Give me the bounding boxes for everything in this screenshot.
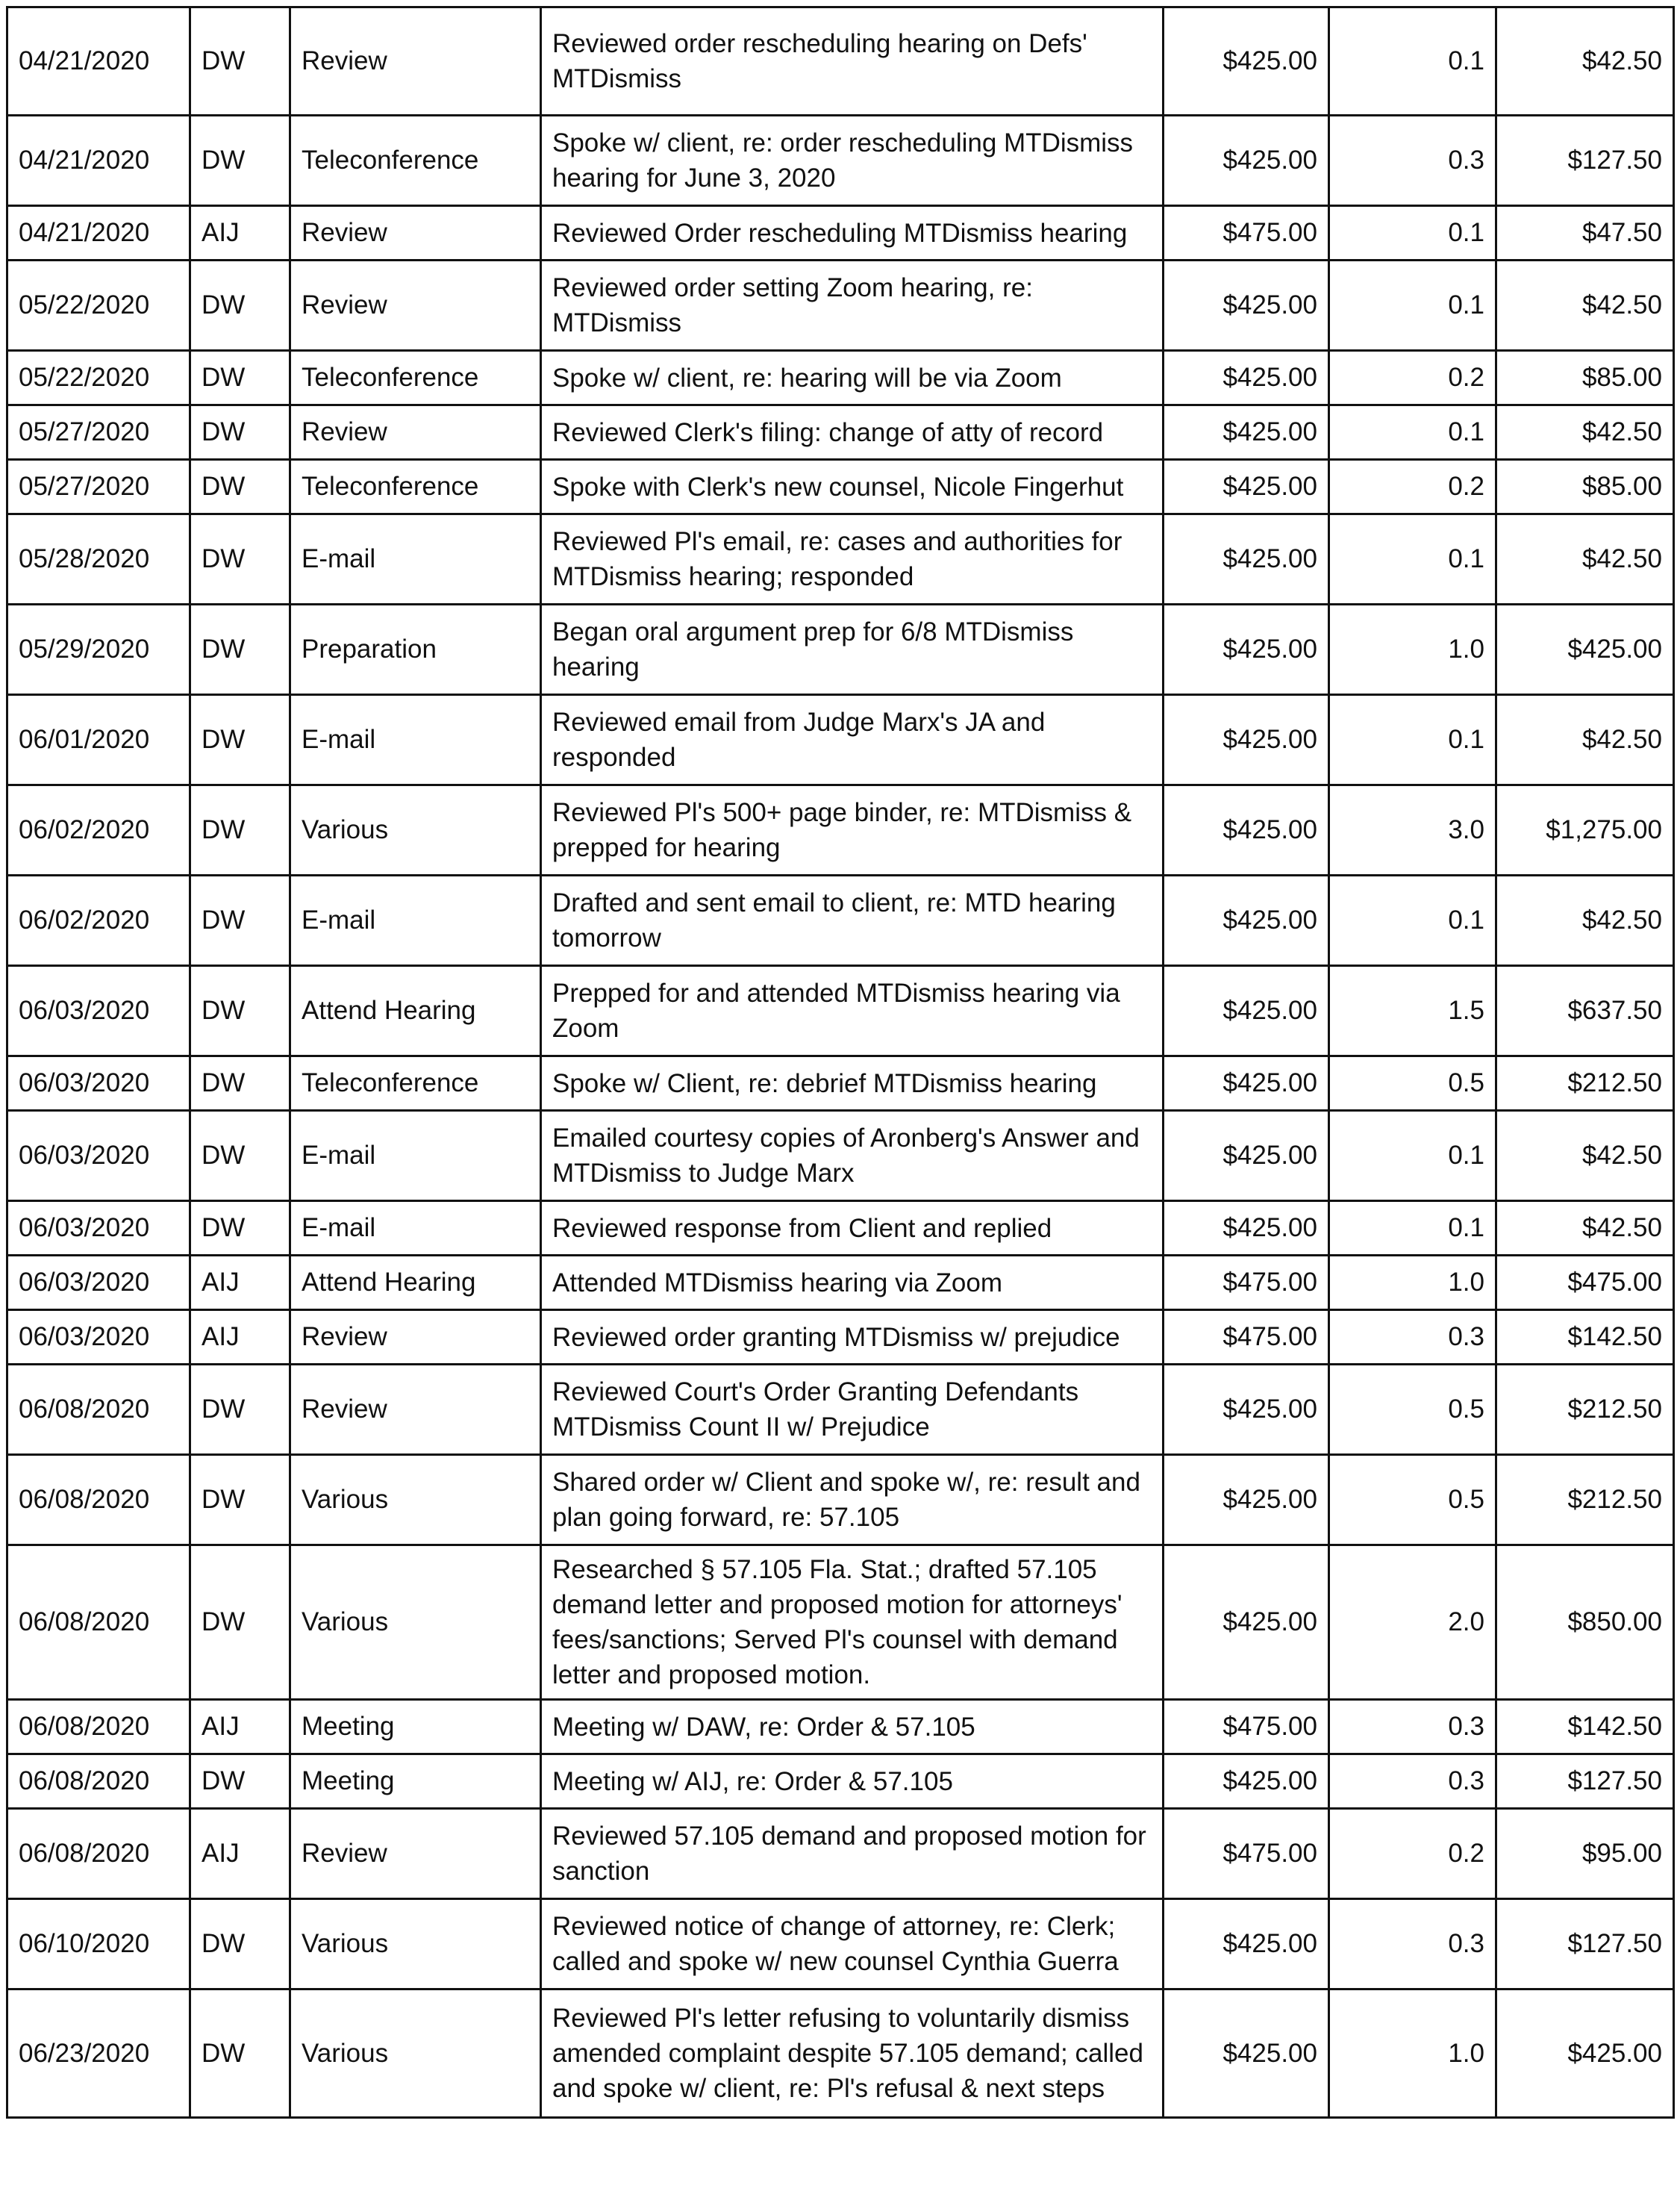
cell-hours: 0.1 (1329, 405, 1496, 460)
cell-description: Emailed courtesy copies of Aronberg's Answer and MTDismiss to Judge Marx (541, 1111, 1164, 1201)
cell-description: Reviewed email from Judge Marx's JA and responded (541, 695, 1164, 785)
cell-amount: $425.00 (1496, 605, 1674, 695)
cell-entry-type: E-mail (290, 1201, 541, 1256)
table-row (7, 605, 1674, 695)
table-row (7, 1201, 1674, 1256)
cell-hours: 1.5 (1329, 966, 1496, 1056)
table-row (7, 1256, 1674, 1310)
cell-date: 06/08/2020 (7, 1545, 190, 1700)
cell-rate: $425.00 (1164, 1056, 1329, 1111)
cell-attorney: DW (190, 1455, 290, 1545)
billing-table (6, 6, 1675, 2119)
cell-amount: $47.50 (1496, 206, 1674, 261)
cell-description: Drafted and sent email to client, re: MTD hearing tomorrow (541, 876, 1164, 966)
cell-rate: $475.00 (1164, 206, 1329, 261)
cell-rate: $475.00 (1164, 1256, 1329, 1310)
cell-amount: $85.00 (1496, 351, 1674, 405)
cell-hours: 0.1 (1329, 261, 1496, 351)
cell-entry-type: Various (290, 1545, 541, 1700)
cell-date: 06/03/2020 (7, 1310, 190, 1365)
table-row (7, 1365, 1674, 1455)
cell-description: Reviewed order rescheduling hearing on Defs' MTDismiss (541, 7, 1164, 116)
cell-hours: 0.1 (1329, 876, 1496, 966)
cell-date: 06/08/2020 (7, 1365, 190, 1455)
cell-description: Attended MTDismiss hearing via Zoom (541, 1256, 1164, 1310)
cell-entry-type: Various (290, 1455, 541, 1545)
cell-date: 06/03/2020 (7, 1256, 190, 1310)
table-row (7, 116, 1674, 206)
cell-description: Reviewed notice of change of attorney, re: Clerk; called and spoke w/ new counsel Cynthia Guerra (541, 1899, 1164, 1989)
table-row (7, 876, 1674, 966)
cell-attorney: AIJ (190, 1310, 290, 1365)
cell-rate: $425.00 (1164, 116, 1329, 206)
cell-entry-type: Teleconference (290, 116, 541, 206)
cell-rate: $425.00 (1164, 460, 1329, 514)
cell-amount: $85.00 (1496, 460, 1674, 514)
cell-rate: $425.00 (1164, 1111, 1329, 1201)
cell-amount: $42.50 (1496, 695, 1674, 785)
cell-date: 06/23/2020 (7, 1989, 190, 2118)
cell-rate: $425.00 (1164, 351, 1329, 405)
cell-entry-type: Review (290, 1365, 541, 1455)
cell-date: 05/22/2020 (7, 351, 190, 405)
cell-attorney: AIJ (190, 1256, 290, 1310)
table-row (7, 514, 1674, 605)
cell-attorney: DW (190, 1545, 290, 1700)
cell-amount: $425.00 (1496, 1989, 1674, 2118)
billing-table-body (7, 7, 1674, 2118)
cell-hours: 0.5 (1329, 1365, 1496, 1455)
cell-rate: $425.00 (1164, 966, 1329, 1056)
cell-amount: $42.50 (1496, 876, 1674, 966)
cell-description: Reviewed Pl's email, re: cases and authorities for MTDismiss hearing; responded (541, 514, 1164, 605)
cell-amount: $212.50 (1496, 1455, 1674, 1545)
cell-hours: 0.1 (1329, 1201, 1496, 1256)
cell-hours: 0.1 (1329, 7, 1496, 116)
table-row (7, 1545, 1674, 1700)
cell-date: 06/03/2020 (7, 1201, 190, 1256)
cell-description: Spoke w/ Client, re: debrief MTDismiss hearing (541, 1056, 1164, 1111)
table-row (7, 1700, 1674, 1754)
cell-hours: 0.1 (1329, 1111, 1496, 1201)
cell-rate: $475.00 (1164, 1700, 1329, 1754)
cell-date: 06/08/2020 (7, 1455, 190, 1545)
cell-attorney: DW (190, 116, 290, 206)
cell-description: Reviewed Pl's letter refusing to voluntarily dismiss amended complaint despite 57.105 demand; called and spoke w/ client, re: Pl's refusal & next steps (541, 1989, 1164, 2118)
cell-hours: 0.5 (1329, 1056, 1496, 1111)
table-row (7, 460, 1674, 514)
cell-hours: 1.0 (1329, 1989, 1496, 2118)
cell-rate: $425.00 (1164, 1201, 1329, 1256)
cell-hours: 0.1 (1329, 514, 1496, 605)
cell-rate: $425.00 (1164, 261, 1329, 351)
cell-date: 06/03/2020 (7, 966, 190, 1056)
cell-entry-type: Review (290, 206, 541, 261)
table-row (7, 1111, 1674, 1201)
cell-amount: $42.50 (1496, 405, 1674, 460)
cell-date: 06/08/2020 (7, 1809, 190, 1899)
cell-entry-type: E-mail (290, 876, 541, 966)
cell-description: Reviewed Clerk's filing: change of atty of record (541, 405, 1164, 460)
cell-attorney: DW (190, 605, 290, 695)
cell-date: 04/21/2020 (7, 206, 190, 261)
cell-rate: $475.00 (1164, 1310, 1329, 1365)
cell-hours: 0.2 (1329, 351, 1496, 405)
cell-date: 06/02/2020 (7, 876, 190, 966)
cell-rate: $425.00 (1164, 1365, 1329, 1455)
table-row (7, 1754, 1674, 1809)
cell-date: 04/21/2020 (7, 7, 190, 116)
cell-entry-type: Teleconference (290, 460, 541, 514)
cell-entry-type: Meeting (290, 1700, 541, 1754)
table-row (7, 261, 1674, 351)
cell-rate: $425.00 (1164, 876, 1329, 966)
cell-hours: 0.3 (1329, 1310, 1496, 1365)
cell-date: 06/08/2020 (7, 1700, 190, 1754)
cell-hours: 0.1 (1329, 206, 1496, 261)
cell-hours: 1.0 (1329, 605, 1496, 695)
cell-attorney: DW (190, 7, 290, 116)
cell-hours: 0.2 (1329, 460, 1496, 514)
cell-rate: $425.00 (1164, 1545, 1329, 1700)
cell-amount: $42.50 (1496, 514, 1674, 605)
cell-rate: $425.00 (1164, 514, 1329, 605)
cell-amount: $95.00 (1496, 1809, 1674, 1899)
cell-attorney: DW (190, 695, 290, 785)
cell-date: 04/21/2020 (7, 116, 190, 206)
cell-entry-type: Meeting (290, 1754, 541, 1809)
cell-entry-type: E-mail (290, 514, 541, 605)
cell-date: 06/10/2020 (7, 1899, 190, 1989)
cell-entry-type: E-mail (290, 695, 541, 785)
table-row (7, 966, 1674, 1056)
cell-amount: $142.50 (1496, 1310, 1674, 1365)
cell-description: Spoke w/ client, re: hearing will be via Zoom (541, 351, 1164, 405)
cell-hours: 0.3 (1329, 1899, 1496, 1989)
table-row (7, 1455, 1674, 1545)
cell-attorney: DW (190, 405, 290, 460)
cell-entry-type: Review (290, 1310, 541, 1365)
cell-entry-type: Review (290, 261, 541, 351)
table-row (7, 785, 1674, 876)
cell-amount: $1,275.00 (1496, 785, 1674, 876)
table-row (7, 1310, 1674, 1365)
cell-hours: 0.1 (1329, 695, 1496, 785)
cell-attorney: DW (190, 351, 290, 405)
cell-entry-type: Review (290, 1809, 541, 1899)
cell-rate: $425.00 (1164, 605, 1329, 695)
cell-hours: 0.3 (1329, 116, 1496, 206)
cell-amount: $42.50 (1496, 1201, 1674, 1256)
cell-entry-type: E-mail (290, 1111, 541, 1201)
cell-entry-type: Teleconference (290, 1056, 541, 1111)
cell-attorney: DW (190, 1201, 290, 1256)
cell-description: Spoke w/ client, re: order rescheduling MTDismiss hearing for June 3, 2020 (541, 116, 1164, 206)
cell-attorney: DW (190, 1754, 290, 1809)
cell-rate: $425.00 (1164, 1455, 1329, 1545)
table-row (7, 405, 1674, 460)
cell-entry-type: Attend Hearing (290, 966, 541, 1056)
cell-amount: $127.50 (1496, 116, 1674, 206)
cell-date: 05/28/2020 (7, 514, 190, 605)
cell-date: 05/27/2020 (7, 405, 190, 460)
cell-description: Began oral argument prep for 6/8 MTDismiss hearing (541, 605, 1164, 695)
cell-date: 06/03/2020 (7, 1111, 190, 1201)
cell-hours: 3.0 (1329, 785, 1496, 876)
cell-date: 05/22/2020 (7, 261, 190, 351)
table-row (7, 206, 1674, 261)
cell-attorney: AIJ (190, 1809, 290, 1899)
cell-rate: $425.00 (1164, 1989, 1329, 2118)
cell-hours: 0.3 (1329, 1754, 1496, 1809)
cell-description: Prepped for and attended MTDismiss hearing via Zoom (541, 966, 1164, 1056)
cell-hours: 0.5 (1329, 1455, 1496, 1545)
cell-hours: 2.0 (1329, 1545, 1496, 1700)
cell-rate: $425.00 (1164, 1754, 1329, 1809)
cell-amount: $212.50 (1496, 1056, 1674, 1111)
table-row (7, 351, 1674, 405)
cell-description: Reviewed Pl's 500+ page binder, re: MTDismiss & prepped for hearing (541, 785, 1164, 876)
cell-entry-type: Various (290, 1899, 541, 1989)
table-row (7, 695, 1674, 785)
cell-rate: $425.00 (1164, 1899, 1329, 1989)
cell-rate: $425.00 (1164, 785, 1329, 876)
cell-date: 05/29/2020 (7, 605, 190, 695)
cell-entry-type: Various (290, 1989, 541, 2118)
cell-amount: $127.50 (1496, 1754, 1674, 1809)
cell-amount: $850.00 (1496, 1545, 1674, 1700)
cell-entry-type: Preparation (290, 605, 541, 695)
cell-entry-type: Attend Hearing (290, 1256, 541, 1310)
cell-attorney: AIJ (190, 1700, 290, 1754)
table-row (7, 1899, 1674, 1989)
cell-amount: $637.50 (1496, 966, 1674, 1056)
cell-attorney: DW (190, 966, 290, 1056)
cell-attorney: DW (190, 514, 290, 605)
cell-amount: $42.50 (1496, 261, 1674, 351)
cell-attorney: DW (190, 785, 290, 876)
cell-entry-type: Teleconference (290, 351, 541, 405)
cell-hours: 0.2 (1329, 1809, 1496, 1899)
cell-attorney: DW (190, 1365, 290, 1455)
cell-attorney: DW (190, 460, 290, 514)
cell-rate: $475.00 (1164, 1809, 1329, 1899)
cell-date: 05/27/2020 (7, 460, 190, 514)
table-row (7, 1989, 1674, 2118)
cell-amount: $212.50 (1496, 1365, 1674, 1455)
cell-attorney: DW (190, 261, 290, 351)
cell-amount: $42.50 (1496, 1111, 1674, 1201)
cell-entry-type: Review (290, 405, 541, 460)
cell-rate: $425.00 (1164, 7, 1329, 116)
cell-amount: $475.00 (1496, 1256, 1674, 1310)
cell-description: Researched § 57.105 Fla. Stat.; drafted 57.105 demand letter and proposed motion for attorneys' fees/sanctions; Served Pl's counsel with demand letter and proposed motion. (541, 1545, 1164, 1700)
cell-description: Shared order w/ Client and spoke w/, re: result and plan going forward, re: 57.105 (541, 1455, 1164, 1545)
cell-description: Spoke with Clerk's new counsel, Nicole Fingerhut (541, 460, 1164, 514)
cell-description: Meeting w/ DAW, re: Order & 57.105 (541, 1700, 1164, 1754)
cell-attorney: DW (190, 1989, 290, 2118)
cell-date: 06/02/2020 (7, 785, 190, 876)
cell-rate: $425.00 (1164, 405, 1329, 460)
cell-entry-type: Review (290, 7, 541, 116)
cell-amount: $142.50 (1496, 1700, 1674, 1754)
cell-amount: $127.50 (1496, 1899, 1674, 1989)
cell-description: Reviewed order granting MTDismiss w/ prejudice (541, 1310, 1164, 1365)
cell-attorney: DW (190, 1899, 290, 1989)
cell-hours: 1.0 (1329, 1256, 1496, 1310)
cell-amount: $42.50 (1496, 7, 1674, 116)
cell-description: Reviewed 57.105 demand and proposed motion for sanction (541, 1809, 1164, 1899)
cell-date: 06/03/2020 (7, 1056, 190, 1111)
cell-description: Reviewed Court's Order Granting Defendants MTDismiss Count II w/ Prejudice (541, 1365, 1164, 1455)
cell-attorney: DW (190, 1111, 290, 1201)
cell-attorney: DW (190, 1056, 290, 1111)
cell-attorney: AIJ (190, 206, 290, 261)
cell-description: Reviewed response from Client and replied (541, 1201, 1164, 1256)
cell-date: 06/08/2020 (7, 1754, 190, 1809)
cell-attorney: DW (190, 876, 290, 966)
cell-entry-type: Various (290, 785, 541, 876)
cell-hours: 0.3 (1329, 1700, 1496, 1754)
table-row (7, 1809, 1674, 1899)
table-row (7, 7, 1674, 116)
table-row (7, 1056, 1674, 1111)
cell-date: 06/01/2020 (7, 695, 190, 785)
cell-description: Reviewed order setting Zoom hearing, re: MTDismiss (541, 261, 1164, 351)
cell-description: Reviewed Order rescheduling MTDismiss hearing (541, 206, 1164, 261)
cell-rate: $425.00 (1164, 695, 1329, 785)
cell-description: Meeting w/ AIJ, re: Order & 57.105 (541, 1754, 1164, 1809)
